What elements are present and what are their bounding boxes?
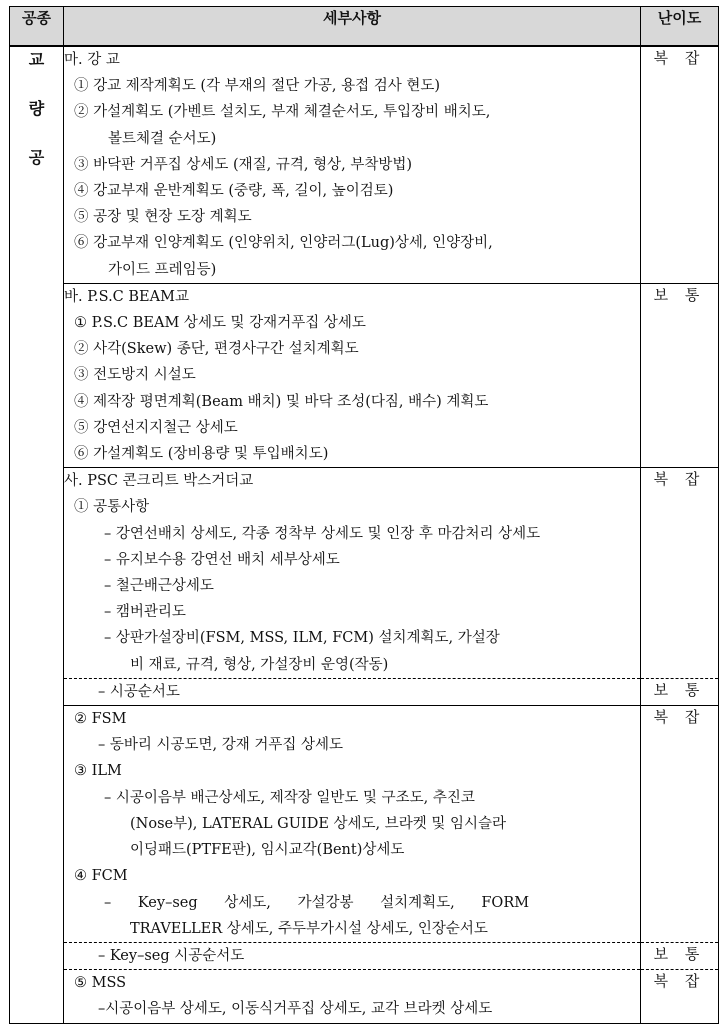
header-row bbox=[10, 7, 719, 47]
section-heading: 사. PSC 콘크리트 박스거더교 bbox=[64, 473, 254, 490]
detail-line: – 시공순서도 bbox=[98, 683, 180, 700]
section-psc-box-mss bbox=[10, 970, 719, 1023]
detail-line: ③ 전도방지 시설도 bbox=[74, 367, 196, 384]
detail-line: ④ FCM bbox=[74, 868, 128, 885]
header-trade: 공종 bbox=[10, 7, 64, 47]
section-psc-box-methods bbox=[10, 706, 719, 943]
detail-line: – 시공이음부 배근상세도, 제작장 일반도 및 구조도, 추진코 bbox=[104, 789, 475, 806]
section-psc-box-mss-details bbox=[64, 970, 641, 1023]
section-psc-box-common bbox=[10, 468, 719, 679]
difficulty-psc-box-keyseg: 보 통 bbox=[641, 942, 719, 969]
section-heading: 마. 강 교 bbox=[64, 52, 120, 68]
difficulty-psc-beam: 보 통 bbox=[641, 283, 719, 467]
section-psc-box-sequence-details bbox=[64, 678, 641, 705]
header-difficulty: 난이도 bbox=[641, 7, 719, 47]
detail-line: –시공이음부 상세도, 이동식거푸집 상세도, 교각 브라켓 상세도 bbox=[98, 1001, 493, 1018]
section-psc-box-keyseg bbox=[10, 942, 719, 969]
difficulty-psc-box-sequence: 보 통 bbox=[641, 678, 719, 705]
detail-line: 비 재료, 규격, 형상, 가설장비 운영(작동) bbox=[130, 656, 389, 673]
section-psc-beam-details bbox=[64, 283, 641, 467]
detail-line: ④ 강교부재 운반계획도 (중량, 폭, 길이, 높이검토) bbox=[74, 183, 394, 200]
detail-line: ② 가설계획도 (가벤트 설치도, 부재 체결순서도, 투입장비 배치도, bbox=[74, 104, 491, 121]
detail-line: 볼트체결 순서도) bbox=[108, 130, 217, 147]
detail-line: ⑤ 공장 및 현장 도장 계획도 bbox=[74, 209, 252, 226]
difficulty-psc-box-mss: 복 잡 bbox=[641, 970, 719, 1023]
detail-line: ⑤ MSS bbox=[74, 975, 127, 992]
trade-char: 교 bbox=[28, 50, 45, 69]
detail-line: ① 공통사항 bbox=[74, 499, 150, 516]
section-psc-box-sequence bbox=[10, 678, 719, 705]
detail-line: TRAVELLER 상세도, 주두부가시설 상세도, 인장순서도 bbox=[130, 920, 488, 937]
detail-line: 가이드 프레임등) bbox=[108, 261, 217, 278]
detail-line: – 동바리 시공도면, 강재 거푸집 상세도 bbox=[98, 737, 344, 754]
detail-line: ① P.S.C BEAM 상세도 및 강재거푸집 상세도 bbox=[74, 315, 366, 332]
difficulty-psc-box-common: 복 잡 bbox=[641, 468, 719, 679]
detail-line: ② FSM bbox=[74, 711, 127, 728]
header-details: 세부사항 bbox=[64, 7, 641, 47]
section-steel-details bbox=[64, 46, 641, 283]
detail-line: – Key–seg 상세도, 가설강봉 설치계획도, FORM bbox=[104, 894, 530, 911]
trade-cell bbox=[10, 46, 64, 1023]
detail-line: ⑥ 강교부재 인양계획도 (인양위치, 인양러그(Lug)상세, 인양장비, bbox=[74, 235, 493, 252]
section-psc-beam bbox=[10, 283, 719, 467]
detail-line: – 캠버관리도 bbox=[104, 604, 186, 621]
section-heading: 바. P.S.C BEAM교 bbox=[64, 288, 189, 305]
detail-line: – 유지보수용 강연선 배치 세부상세도 bbox=[104, 551, 340, 568]
section-psc-box-methods-details bbox=[64, 706, 641, 943]
section-psc-box-common-details bbox=[64, 468, 641, 679]
section-steel bbox=[10, 46, 719, 283]
detail-line: 이딩패드(PTFE판), 임시교각(Bent)상세도 bbox=[130, 842, 405, 859]
detail-line: (Nose부), LATERAL GUIDE 상세도, 브라켓 및 임시슬라 bbox=[130, 815, 507, 832]
detail-line: ① 강교 제작계획도 (각 부재의 절단 가공, 용접 검사 현도) bbox=[74, 78, 441, 95]
difficulty-psc-box-methods: 복 잡 bbox=[641, 706, 719, 943]
spec-table bbox=[9, 6, 719, 1024]
detail-line: – 상판가설장비(FSM, MSS, ILM, FCM) 설치계획도, 가설장 bbox=[104, 630, 500, 647]
trade-char: 공 bbox=[28, 148, 45, 167]
detail-line: – Key–seg 시공순서도 bbox=[98, 947, 245, 964]
detail-line: ⑥ 가설계획도 (장비용량 및 투입배치도) bbox=[74, 446, 329, 463]
detail-line: ② 사각(Skew) 종단, 편경사구간 설치계획도 bbox=[74, 341, 359, 358]
difficulty-steel: 복 잡 bbox=[641, 46, 719, 283]
detail-line: ③ 바닥판 거푸집 상세도 (재질, 규격, 형상, 부착방법) bbox=[74, 156, 413, 173]
section-psc-box-keyseg-details bbox=[64, 942, 641, 969]
detail-line: – 철근배근상세도 bbox=[104, 578, 214, 595]
trade-char: 량 bbox=[28, 99, 45, 118]
detail-line: ④ 제작장 평면계획(Beam 배치) 및 바닥 조성(다짐, 배수) 계획도 bbox=[74, 393, 489, 410]
detail-line: ③ ILM bbox=[74, 763, 122, 780]
detail-line: ⑤ 강연선지지철근 상세도 bbox=[74, 419, 238, 436]
detail-line: – 강연선배치 상세도, 각종 정착부 상세도 및 인장 후 마감처리 상세도 bbox=[104, 525, 541, 542]
